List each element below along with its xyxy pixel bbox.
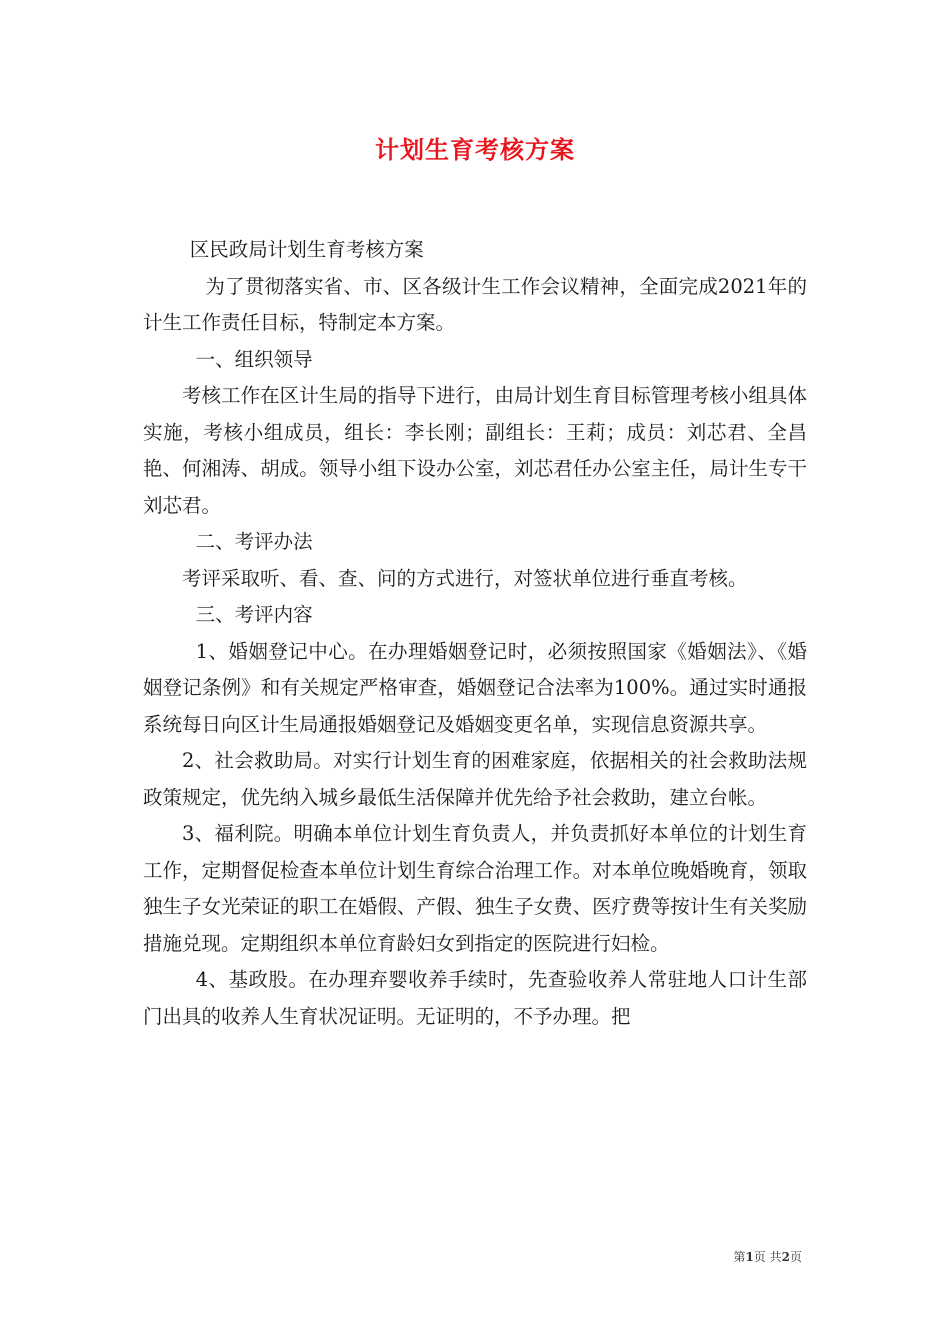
content-item-social-aid: 2、社会救助局。对实行计划生育的困难家庭，依据相关的社会救助法规政策规定，优先纳入城乡最低生活保障并优先给予社会救助，建立台帐。: [143, 749, 807, 809]
footer-current-page: 1: [745, 1250, 754, 1264]
method-paragraph: 考评采取听、看、查、问的方式进行，对签状单位进行垂直考核。: [182, 566, 748, 590]
page-footer: [733, 1248, 802, 1265]
footer-suffix: 页: [789, 1250, 802, 1264]
footer-middle: 页 共: [753, 1250, 782, 1264]
footer-total-pages: 2: [781, 1250, 790, 1264]
content-item-basic-governance: 4、基政股。在办理弃婴收养手续时，先查验收养人常驻地人口计生部门出具的收养人生育状况证明。无证明的，不予办理。把: [143, 968, 807, 1028]
section-heading-organization: 一、组织领导: [195, 347, 313, 371]
document-title: 计划生育考核方案: [375, 135, 575, 164]
content-item-welfare: 3、福利院。明确本单位计划生育负责人，并负责抓好本单位的计划生育工作，定期督促检查本单位计划生育综合治理工作。对本单位晚婚晚育，领取独生子女光荣证的职工在婚假、产假、独生子女费、医疗费等按计生有关奖励措施兑现。定期组织本单位育龄妇女到指定的医院进行妇检。: [143, 822, 807, 955]
footer-prefix: 第: [733, 1250, 746, 1264]
content-item-marriage: 1、婚姻登记中心。在办理婚姻登记时，必须按照国家《婚姻法》、《婚姻登记条例》和有关规定严格审查，婚姻登记合法率为100%。通过实时通报系统每日向区计生局通报婚姻登记及婚姻变更名单，实现信息资源共享。: [143, 639, 807, 736]
document-body: [143, 232, 807, 1035]
section-heading-method: 二、考评办法: [195, 530, 313, 553]
subtitle-paragraph: 区民政局计划生育考核方案: [189, 238, 424, 261]
section-heading-content: 三、考评内容: [195, 603, 313, 626]
organization-paragraph: 考核工作在区计生局的指导下进行，由局计划生育目标管理考核小组具体实施，考核小组成员，组长：李长刚；副组长：王莉；成员：刘芯君、全昌艳、何湘涛、胡成。领导小组下设办公室，刘芯君任办公室主任，局计生专干刘芯君。: [143, 384, 807, 517]
intro-paragraph: 为了贯彻落实省、市、区各级计生工作会议精神，全面完成2021年的计生工作责任目标，特制定本方案。: [143, 274, 807, 334]
